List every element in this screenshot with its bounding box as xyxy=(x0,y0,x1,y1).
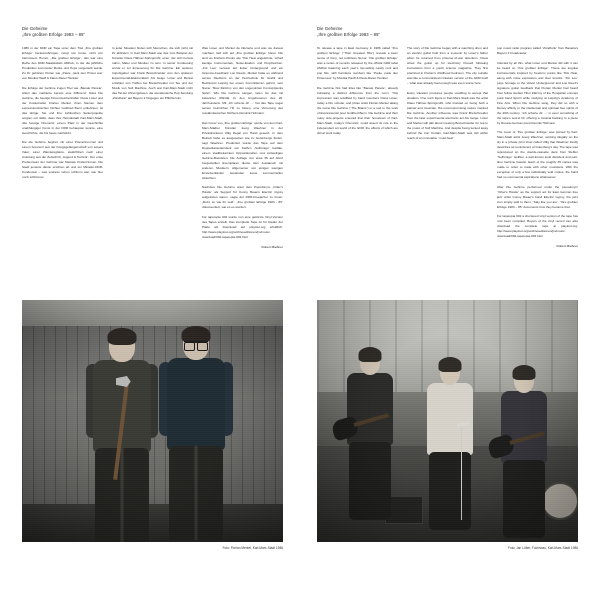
paragraph: Für tapetopia 002 wurde nun eine geliörzte Vinyl-Version des Tapes erstellt. Das komplette Tape ist für Käufer der Platte als Download auf playlout.org erhältlich: http://www.playlout.org/archiveeditionen/jm/music-download/002-tapetopia-002.html xyxy=(202,214,283,239)
paragraph: The cover of “Ihre großten Erfolge“ was printed by Karl-Marx-Stadt artist Joerg Waehner, working illegally on the sly in a private print shop called Uflig that Waehner fondly describes as reminiscent of Gutenberg’s day. The tape was reproduced on the double-cassette deck from Steffen “Sulfsmigo“ Geißler, a well-known local dissident and part-time Gehirne bassist. Each of the roughly 35 copies was made to order to trade with other musicians. With the exception of only a few individually sold copies, the band had no commercial aspirations whatsoever. xyxy=(497,130,578,179)
right-column-3 xyxy=(497,46,578,254)
photo-caption: Foto: Jan Löber, Fuchsbau, Karl-Marx-Stadt 1986 xyxy=(508,546,578,550)
photo-two-men-with-axe xyxy=(22,300,283,542)
right-page-header xyxy=(317,26,578,38)
photo-band-on-stage xyxy=(317,300,578,542)
paragraph: Die Gehirne hits had titles like “Banale Panele“, already indicating a distinct difference from the norm. This impression was solidified by band members Claus Löser, today a film scholar, and photo artist Florian Merkel taking the name Die Gehirne (“The Brains“) in a nod to the work of Expressionist poet Gottfried Benn. Die Gehirne and their many side-projects ensured that their hometown of Karl-Marx-Stadt, today’s Chemnitz, could assert its role in the independent art world of the GDR, the effects of which are still at work today. xyxy=(317,85,398,135)
paragraph: Die die Gehirne beginnt mit einer Pioniertrommel und einem Souvenir aus der Kriegsgefangenschaft von Lösers Vater; einer Wanderegitarre, elektrifiziert nach einer Anleitung aus der Zeitschrift „Jugend & Technik“. Der erste Probenraum der Gehirne war Merkels Kinderzimmer. Die Stadt jenseits davon erschien ab und ein Miniatur-DDR-Kondensat – was sowieso schon schlimm war, war hier noch schlimmer. xyxy=(22,140,103,179)
paragraph: For tapetopia 002 a shortened vinyl version of the tape has now been compiled. Buyers of the vinyl record can also download the complete tape at playlout.org: http://www.playlout.org/archiveeditionen/jm/music-download/002-tapetopia-002.html xyxy=(497,214,578,238)
right-column-2 xyxy=(407,46,488,254)
photo-block-1 xyxy=(22,300,287,551)
vignette xyxy=(22,300,283,542)
text-spread xyxy=(22,26,578,254)
photo-block-2 xyxy=(313,300,578,551)
right-header-line1: Die Geheime xyxy=(317,26,343,31)
author-signature: Robert Mießner xyxy=(556,244,578,248)
paragraph: pop music radio program called “Zündfunk“ from Bavaria’s Bayern 2 broadcaster. xyxy=(497,46,578,55)
left-text-columns xyxy=(22,46,283,254)
paragraph: Was Löser und Merkel da inferierte und was sie daraus machten, ließ sich auf „Ihre großten Erfolge“ hören. Die sind an Freiform-Punks wie This Heat angelehnte, scharf kantige Instrumentals, Noise-Etuden und Klopfzeichen. „Für Lau“ verwest auf lieber Underground und ein Grammo-Feedback Lou Reeds. Merkel hatte es während seines Studiums an der Hochschule für Grafik und Buchkunst Leipzig bei einem Kommilitonen gehört, sein Name: Tilow Zärtzmy von den ungenutzten Konzeptpunks Spörri. Wie Die Gehirne sangen, taten sie das mit bekannter Affinität zu den Ungeheueren des 20. Jahrhunderts. Mit „Ich scherte dir ...“ hat das Tape sogar seinen heimlichen Hit zu bieten, eine Vertonung des russländeutschen Dichters Dominik Hofmann. xyxy=(202,46,283,115)
left-page xyxy=(22,26,287,254)
paragraph: To release a tape in East Germany in 1986 called “Ihre großten Erfolge“ (“Their Greatest Hits“) reveals a keen sense of irony, not toothless humor. “Die großten Erfolge“ was a series of records released by the official GDR label AMIGA featuring each year’s top-selling candy rock and pop hits, with harmless numbers like “Paule, pack den Pinsel aus“ by Monika Hauff & Klaus-Dieter Henkler. xyxy=(317,46,398,80)
left-column-1 xyxy=(22,46,103,254)
paragraph: 1986 in der DDR ein Tape unter dem Titel „Ihre großten Erfolge“ herauszubringen, zeugt von Ironie, nicht von harmlosem Humor. „Die großten Erfolge“, das war eine Reihe des DDR-Staatslabels AMIGA, in der die jährliche Produktion kommoder Rocks und Pops vorgestellt wurde. Zu ihr gehörten Perlen wie „Paule, pack den Pinsel aus“ von Monika Hauff & Klaus-Dieter Henkler. xyxy=(22,46,103,80)
left-header-line1: Die Geheime xyxy=(22,26,48,31)
paragraph: Die Erfolge der Gehirne trugen Titel wie „Banale Panele“. Allein das markierte bereits eine Differenz: Dass Die Gehirne, die heutige Firmenzeichenhafter Claus Löser und der Fotokünstler Florian Merkel, ihren Namen dem expressionistischen Dichter Gottfried Benn entlehnten, ist das übrige. Sie und ihre zahlreichen Seitenprojekte sorgten mit dafür, dass ihre Heimatstadt Karl-Marx-Stadt, das heutige Chemnitz, einem Platz in der Geschichte unabhängiger Kunst in der DDR behaupten konnte, eine Geschichte, die bis heute nachwirkt. xyxy=(22,85,103,135)
left-page-header xyxy=(22,26,283,38)
paragraph: Every situation produces people unwilling to accept that situation. One such figure in Karl-Marx-Stadt was the artist Klaus Hähner-Springmühl, who insisted on being both a painter and musician. His uncompromising nature inspired Die Gehirne. Another influence was Frank Bretschneider from the later experimental electronic act AG Geige. Löser and Merkel still talk about meeting Bretschneider for tea to the music of Soft Machine. And despite being tucked away behind the Iron Curtain, Karl-Marx-Stadt was still within reach of an innovative “must-hear“ xyxy=(407,90,488,140)
paragraph: After Die Gehirne performed under the pseudonym “Orlac’s Hände“ as the support act for East German free jazz artist Conny Bauer’s band Electric Gypsy, the jazz icon simply said to them, “Stay like you are“. “Ihre großten Erfolge 1983 – 85“ documents how they became that. xyxy=(497,184,578,209)
left-header-line2: „Ihre großten Erfolge 1983 – 85“ xyxy=(22,32,86,37)
vignette xyxy=(317,300,578,542)
paragraph: Nachdem Die Gehirne unter dem Pseudonym „Orlac’s Hände“ als Support für Conny Bauers Electric Gypsy aufgetreten waren, sagte der DDR-Freejazzer zu ihnen: „Rebt, so wie ihr seid“. „Ihre großten Erfolge 1983 - 85“ dokumentiert, wie es es wurden. xyxy=(202,185,283,209)
paragraph: Infected by all this, what Löser und Merkel did with it can be heard on “Ihre großten Erfolge“. These are angular instrumentals inspired by freeform punks like This Heat, along with noise explosions and door knocks. “Für Lou“ pays homage to the Velvet Underground and Lou Reed’s signature guitar feedback that Florian Merkel had heard from fellow student Tibor Zätrzny of the Hungarian concept punk band Spörri while studying at Leipzig’s Academy of Fine Arts. When Die Gehirne sang, they did so with a literary affinity to the intellectual and spiritual free spirits of the 20th century. “Ich scherte dir ...“ is even something of the tape’s secret hit, offering a musical backing to a piece by Russia-German poet Dominik Hofmann. xyxy=(497,60,578,125)
paragraph: The story of Die Gehirne began with a marching drum and an electric guitar built from a souvenir by Löser’s father when he returned from prisoner-of-war detention. Claus wired the guitar up for electricity himself following instructions from a youth science magazine. They first practiced in Florian’s childhood bedroom. The city outside was like a concentrated miniature version of the GDR itself – what was already bad enough was even worse here. xyxy=(407,46,488,85)
photo-row xyxy=(22,300,578,551)
paragraph: Das Cover von „Ihre großten Erfolge“ wurde von dem Karl-Marx-Städter Künstler Joerg Waehner in der Privatdruckerei Uflig illegal von Hand gesetzt. In dem Betrieb habe es ausgesehen wie zu Gutenbergs Zeiten, sagt Waehner. Produziert wurde das Tape auf dem Doppelkassettendeck von Steffen „Sulfsmigo“ Geißler, einem stadtbekannten Oppositionellen und zeitweiligen Gehirne-Bassisten. Die Auflage von etwa 35 auf Abruf hergestellten Exemplaren diente dem Austausch mit anderen Musikern. Allgemeiner von einigen wenigen Einzelverkäufen bestanden keine kommerziellen Absichten. xyxy=(202,120,283,180)
right-column-1 xyxy=(317,46,398,254)
right-header-line2: „Ihre großten Erfolge 1983 – 85“ xyxy=(317,32,381,37)
left-column-2 xyxy=(112,46,193,254)
paragraph: In jeder Situation finden sich Menschen, die sich nicht mit ihr abfinden. In Karl-Marx-Stadt war das zum Beispiel der Künstler Klaus Hähner-Springmühl, einer, der sich heraus nahm, Maler und Musiker zu sein. In seiner Umdeutung wurde er zur Erneuerung für Die Gehirne. Ein weiterer Impulsgeber war Frank Bretschneider vom den späteren Experimental-Elektronikern AG Geige. Löser und Merkel erzählen von Treffen bei Bretschneider mit Tee und der Musik von Soft Machine. Auch war Karl-Marx-Stadt nicht das Tal der Ahnungslosen, die westdeutsche Pop-Sendung „Zündfunk“ auf Bayern 2 hingegen ein Pflichtermin. xyxy=(112,46,193,100)
left-column-3 xyxy=(202,46,283,254)
author-signature: Robert Mießner xyxy=(261,244,283,249)
right-text-columns xyxy=(317,46,578,254)
photo-caption: Foto: Florian Merkel, Karl-Marx-Stadt 1986 xyxy=(222,546,283,550)
right-page xyxy=(313,26,578,254)
